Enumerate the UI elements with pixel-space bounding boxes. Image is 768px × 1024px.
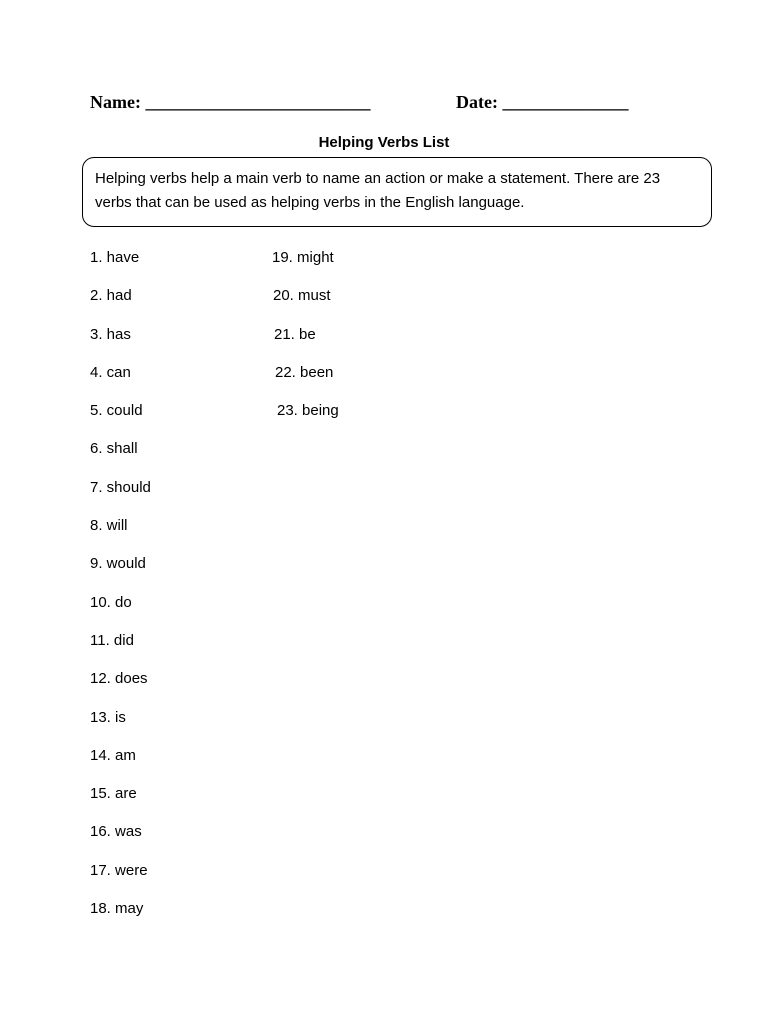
list-item: 2. had — [90, 287, 132, 305]
page-title: Helping Verbs List — [318, 134, 450, 151]
list-item: 13. is — [90, 708, 126, 726]
list-item: 1. have — [90, 249, 140, 266]
list-item: 9. would — [90, 555, 146, 573]
intro-text: Helping verbs help a main verb to name an action or make a statement. There are 23 verbs that can be used as helping verbs in the English language. — [95, 170, 661, 211]
list-item: 20. must — [273, 287, 331, 305]
list-item: 23. being — [277, 402, 339, 420]
list-item: 7. should — [90, 478, 151, 496]
worksheet-header — [90, 88, 650, 118]
name-field[interactable]: Name: _________________________ — [90, 92, 371, 112]
intro-box — [82, 157, 712, 227]
verbs-column-2 — [272, 248, 339, 439]
list-item: 6. shall — [90, 440, 138, 458]
list-item: 14. am — [90, 746, 136, 764]
date-field[interactable]: Date: ______________ — [456, 92, 629, 112]
list-item: 15. are — [90, 785, 137, 803]
list-item: 18. may — [90, 900, 144, 918]
list-item: 3. has — [90, 325, 131, 343]
list-item: 12. does — [90, 670, 148, 688]
list-item: 16. was — [90, 823, 142, 841]
verbs-column-1 — [90, 248, 151, 937]
list-item: 5. could — [90, 402, 143, 420]
list-item: 22. been — [275, 363, 334, 381]
list-item: 4. can — [90, 363, 131, 381]
list-item: 11. did — [90, 631, 134, 649]
list-item: 19. might — [272, 249, 334, 266]
list-item: 10. do — [90, 593, 132, 611]
list-item: 21. be — [274, 325, 316, 343]
list-item: 8. will — [90, 517, 128, 535]
list-item: 17. were — [90, 861, 148, 879]
